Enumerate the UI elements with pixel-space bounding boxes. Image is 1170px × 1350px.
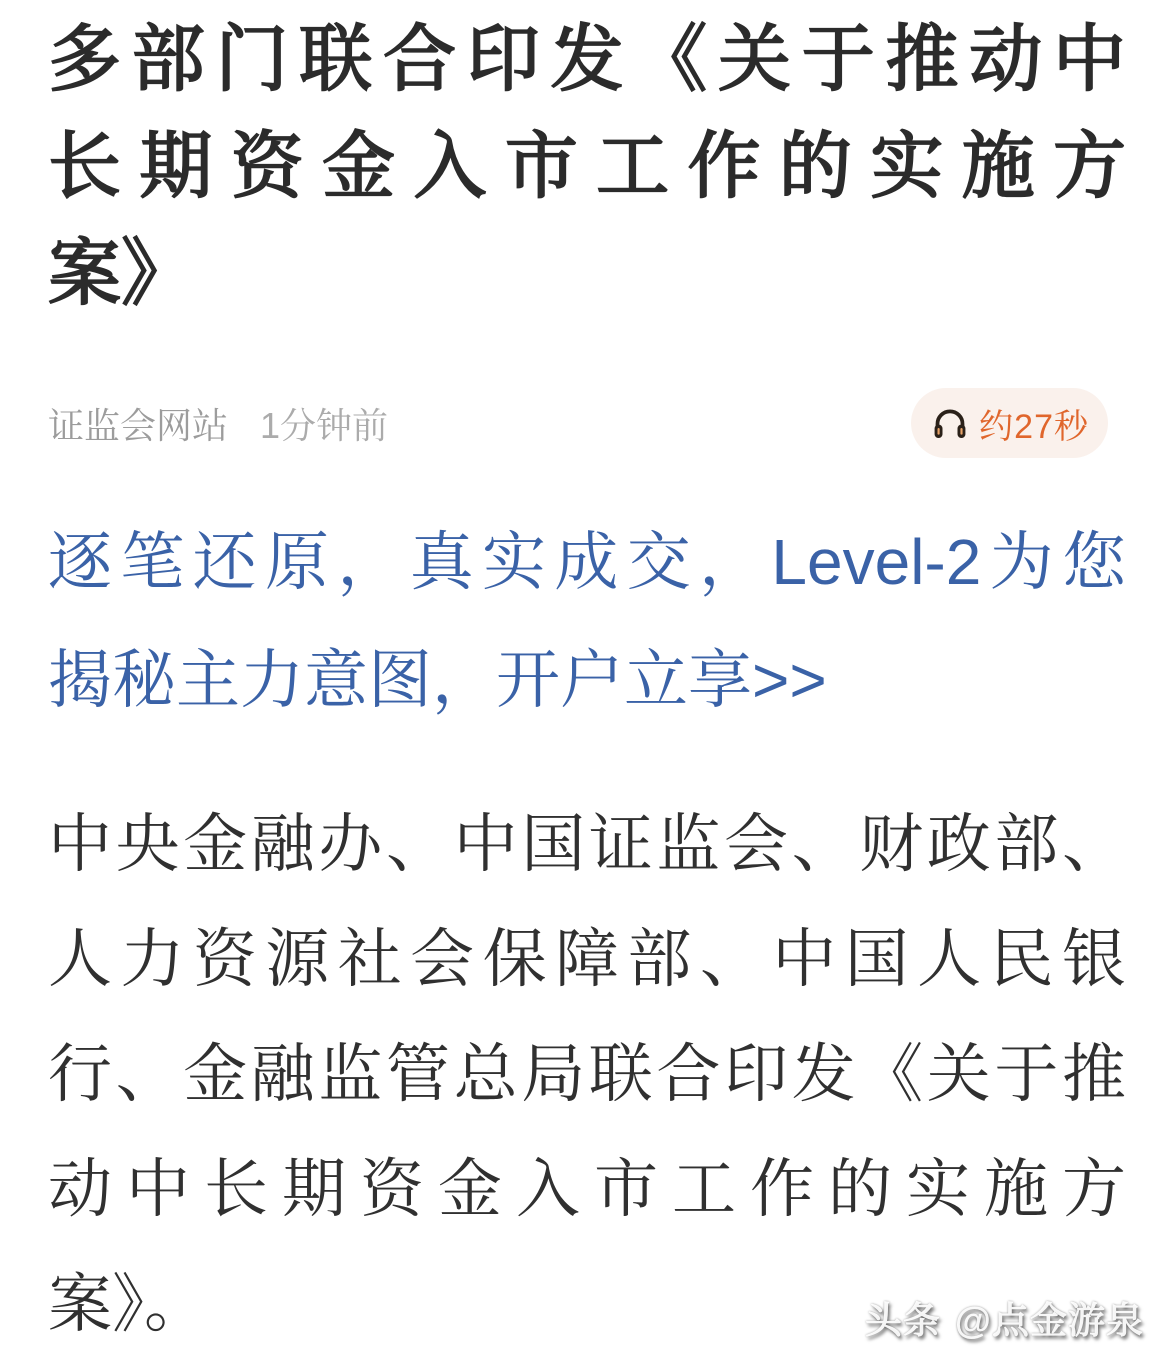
article-title xyxy=(48,6,1126,327)
headphones-icon xyxy=(930,403,970,443)
watermark-handle: @点金游泉 xyxy=(954,1300,1144,1341)
promo-ad-link[interactable] xyxy=(48,503,1126,739)
promo-line-1: 逐笔还原，真实成交，Level-2为您 xyxy=(48,526,1126,598)
listen-audio-button[interactable] xyxy=(911,388,1108,458)
title-line-2: 长期资金入市工作的实施方 xyxy=(48,126,1126,207)
article-source: 证监会网站 xyxy=(48,404,229,446)
audio-duration-label: 约27秒 xyxy=(979,407,1089,446)
promo-line-2: 揭秘主力意图，开户立享>> xyxy=(48,644,827,716)
title-line-3: 案》 xyxy=(48,233,194,314)
body-line-5: 案》。 xyxy=(48,1268,208,1340)
body-line-1: 中央金融办、中国证监会、财政部、 xyxy=(48,808,1126,880)
meta-row xyxy=(48,388,1108,458)
publish-time: 1分钟前 xyxy=(260,404,389,446)
title-line-1: 多部门联合印发《关于推动中 xyxy=(48,19,1126,100)
article-body xyxy=(48,787,1126,1350)
body-line-2: 人力资源社会保障部、中国人民银 xyxy=(48,923,1126,995)
body-line-4: 动中长期资金入市工作的实施方 xyxy=(48,1153,1126,1225)
body-line-3: 行、金融监管总局联合印发《关于推 xyxy=(48,1038,1126,1110)
watermark-brand: 头条 xyxy=(864,1300,941,1341)
